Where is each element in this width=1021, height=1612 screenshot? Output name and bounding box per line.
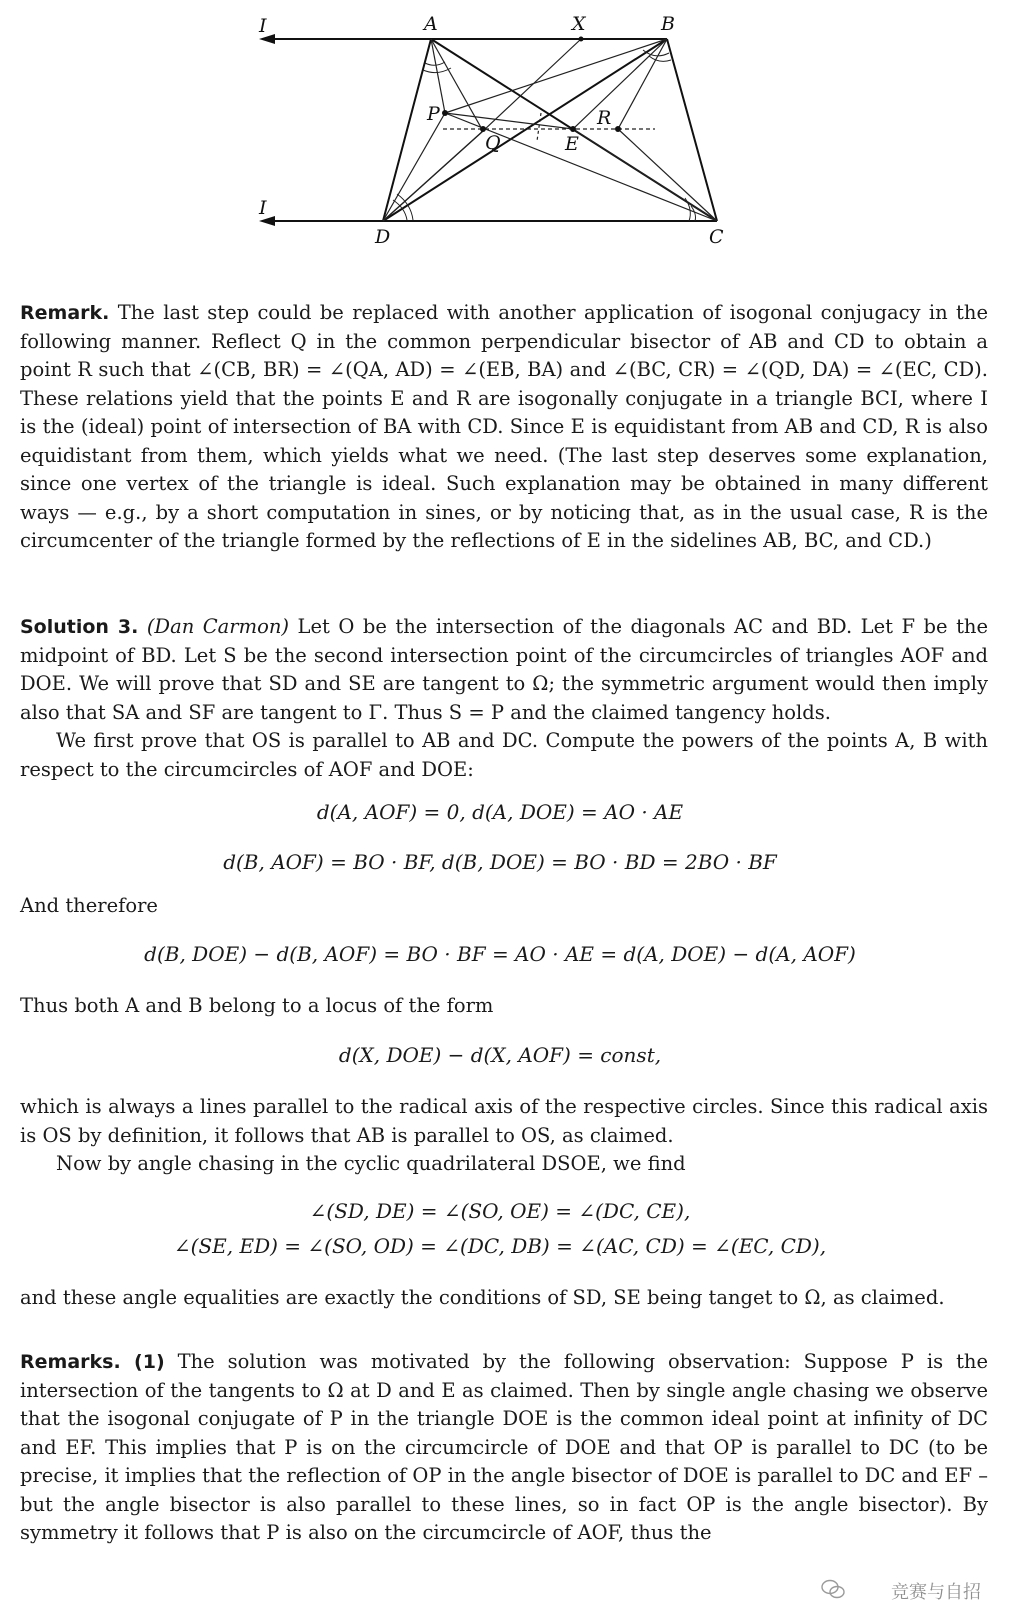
angle-mark-b: [649, 56, 671, 61]
equation-1: d(A, AOF) = 0, d(A, DOE) = AO · AE: [316, 800, 684, 824]
equation-2: d(B, AOF) = BO · BF, d(B, DOE) = BO · BD = 2BO · BF: [223, 850, 777, 874]
conclusion-text: [20, 1284, 988, 1313]
solution3-author: (Dan Carmon): [146, 615, 290, 638]
label-c: C: [709, 226, 724, 248]
equation-6: ∠(SE, ED) = ∠(SO, OD) = ∠(DC, DB) = ∠(AC, CD) = ∠(EC, CD),: [173, 1234, 827, 1258]
point-x: [579, 37, 584, 42]
label-q: Q: [485, 132, 501, 154]
remark-heading: Remark.: [20, 302, 110, 324]
remarks-block: [20, 1348, 988, 1548]
label-b: B: [661, 13, 675, 35]
label-p: P: [427, 103, 440, 125]
line-dashed-v: [537, 113, 541, 141]
wechat-icon: [821, 1578, 845, 1600]
watermark-text: 竞赛与自招: [887, 1578, 985, 1604]
solution3-paragraph-1: Let O be the intersection of the diagonals AC and BD. Let F be the midpoint of BD. Let S be the second intersection point of the circumcircles of triangles AOF and DOE. We will prove that SD and SE are tangent to Ω; the symmetric argument would then imply also that SA and SF are tangent to Γ. Thus S = P and the claimed tangency holds.: [20, 615, 989, 724]
therefore-text: And therefore: [20, 894, 158, 917]
point-p: [442, 110, 448, 116]
label-r: R: [597, 107, 612, 129]
line-bp: [445, 39, 667, 113]
solution3-block: [20, 613, 988, 784]
label-i-bottom: I: [259, 197, 267, 219]
remark-block: [20, 299, 988, 556]
solution3-paragraph-5: and these angle equalities are exactly the conditions of SD, SE being tanget to Ω, as claimed.: [20, 1286, 945, 1309]
equation-4: d(X, DOE) − d(X, AOF) = const,: [338, 1043, 662, 1067]
line-be: [573, 39, 667, 129]
label-x: X: [572, 13, 586, 35]
label-d: D: [375, 226, 391, 248]
geometry-figure: [255, 8, 755, 258]
label-i-top: I: [259, 15, 267, 37]
remarks-number: (1): [120, 1351, 165, 1373]
point-e: [570, 126, 576, 132]
remark-text: The last step could be replaced with another application of isogonal conjugacy in the following manner. Reflect Q in the common perpendicular bisector of AB and CD to obtain a point R such that ∠(CB, BR) = ∠(QA, AD) = ∠(EB, BA) and ∠(BC, CR) = ∠(QD, DA) = ∠(EC, CD). These relations yield that the points E and R are isogonally conjugate in a triangle BCI, where I is the (ideal) point of intersection of BA with CD. Since E is equidistant from AB and CD, R is also equidistant from them, which yields what we need. (The last step deserves some explanation, since one vertex of the triangle is ideal. Such explanation may be obtained in many different ways — e.g., by a short computation in sines, or by noticing that, as in the usual case, R is the circumcenter of the triangle formed by the reflections of E in the sidelines AB, BC, and CD.): [20, 301, 988, 552]
line-rc: [618, 129, 717, 221]
locus-text: Thus both A and B belong to a locus of the form: [20, 994, 494, 1017]
remarks-text: The solution was motivated by the following observation: Suppose P is the intersection of the tangents to Ω at D and E as claimed. Then by single angle chasing we observe that the isogonal conjugate of P in the triangle DOE is the common ideal point at infinity of DC and EF. This implies that P is on the circumcircle of DOE and that OP is parallel to DC (to be precise, it implies that the reflection of OP in the angle bisector of DOE is parallel to DC and EF – but the angle bisector is also parallel to these lines, so in fact OP is the angle bisector). By symmetry it follows that P is also on the circumcircle of AOF, thus the: [20, 1350, 989, 1544]
remarks-heading: Remarks.: [20, 1351, 121, 1373]
solution3-heading: Solution 3.: [20, 616, 139, 638]
line-pd: [383, 113, 445, 221]
solution3-paragraph-2: We first prove that OS is parallel to AB and DC. Compute the powers of the points A, B with respect to the circumcircles of AOF and DOE:: [20, 729, 988, 781]
line-qd: [383, 131, 483, 221]
solution3-paragraph-4: Now by angle chasing in the cyclic quadrilateral DSOE, we find: [56, 1152, 686, 1175]
line-ap: [431, 39, 445, 113]
equation-5: ∠(SD, DE) = ∠(SO, OE) = ∠(DC, CE),: [309, 1199, 691, 1223]
equation-3: d(B, DOE) − d(B, AOF) = BO · BF = AO · AE = d(A, DOE) − d(A, AOF): [144, 942, 856, 966]
line-xq: [483, 39, 581, 131]
diagonal-bd: [383, 39, 667, 221]
radical-axis-block: [20, 1093, 988, 1179]
label-e: E: [565, 133, 579, 155]
label-a: A: [424, 13, 438, 35]
point-r: [615, 126, 621, 132]
solution3-paragraph-3: which is always a lines parallel to the radical axis of the respective circles. Since this radical axis is OS by definition, it follows that AB is parallel to OS, as claimed.: [20, 1095, 988, 1147]
angle-mark-c: [691, 206, 696, 221]
